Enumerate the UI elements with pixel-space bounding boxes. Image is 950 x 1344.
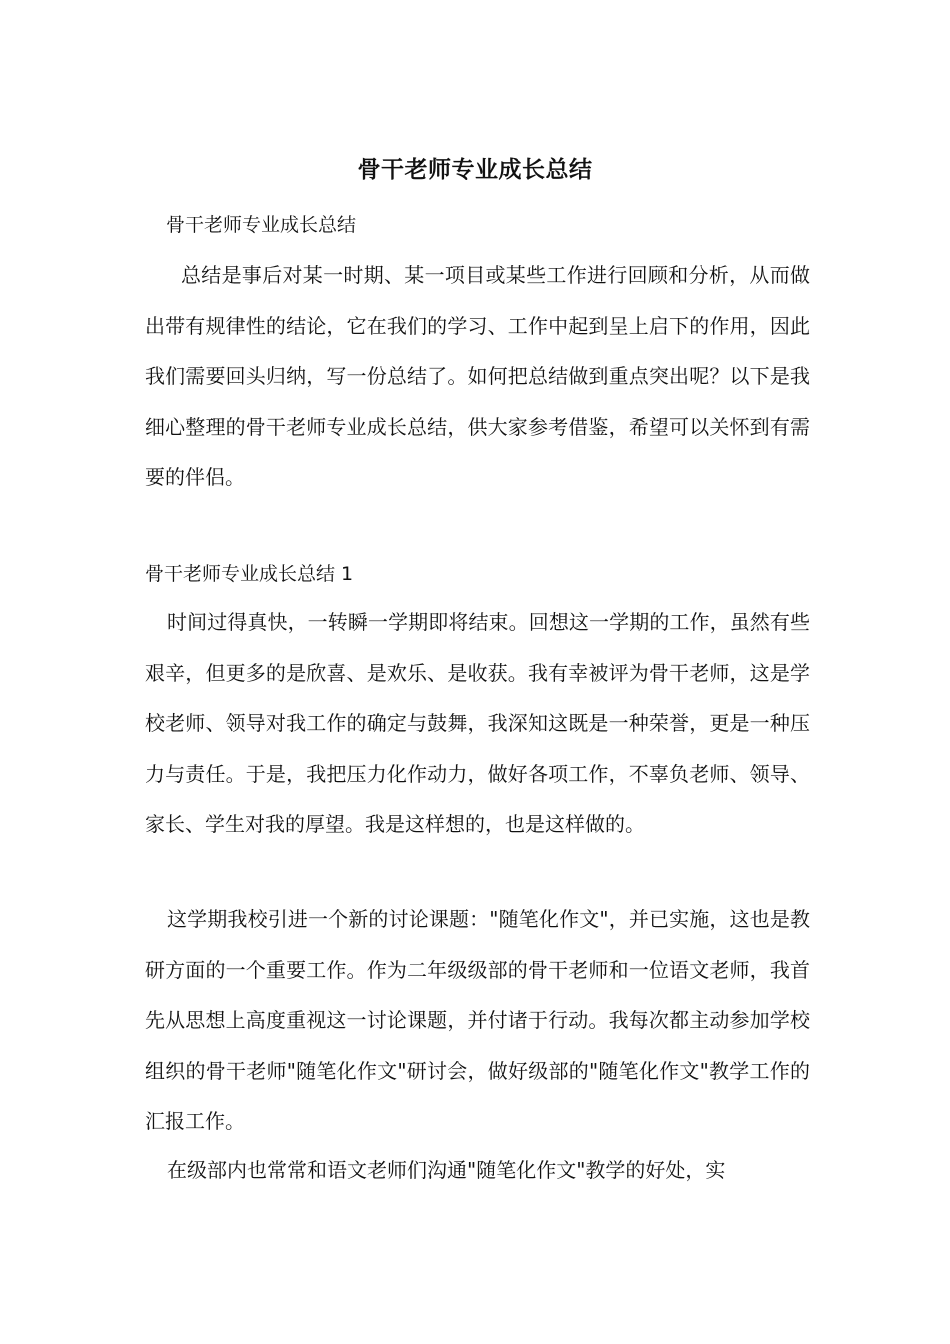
intro-paragraph: 总结是事后对某一时期、某一项目或某些工作进行回顾和分析，从而做出带有规律性的结论，它在我们的学习、工作中起到呈上启下的作用，因此我们需要回头归纳，写一份总结了。如何把总结做到重点突出呢？以下是我细心整理的骨干老师专业成长总结，供大家参考借鉴，希望可以关怀到有需要的伴侣。 <box>145 263 810 489</box>
section-heading: 骨干老师专业成长总结 1 <box>145 563 354 585</box>
body-paragraph-3: 在级部内也常常和语文老师们沟通"随笔化作文"教学的好处，实 <box>167 1158 726 1182</box>
body-paragraph-1: 时间过得真快，一转瞬一学期即将结束。回想这一学期的工作，虽然有些艰辛，但更多的是欣喜、是欢乐、是收获。我有幸被评为骨干老师，这是学校老师、领导对我工作的确定与鼓舞，我深知这既是一种荣誉，更是一种压力与责任。于是，我把压力化作动力，做好各项工作，不辜负老师、领导、家长、学生对我的厚望。我是这样想的，也是这样做的。 <box>145 610 810 836</box>
document-title: 骨干老师专业成长总结 <box>357 157 593 183</box>
document-subtitle: 骨干老师专业成长总结 <box>166 214 357 236</box>
body-paragraph-2: 这学期我校引进一个新的讨论课题："随笔化作文"，并已实施，这也是教研方面的一个重要工作。作为二年级级部的骨干老师和一位语文老师，我首先从思想上高度重视这一讨论课题，并付诸于行动。我每次都主动参加学校组织的骨干老师"随笔化作文"研讨会，做好级部的"随笔化作文"教学工作的汇报工作。 <box>145 907 810 1133</box>
